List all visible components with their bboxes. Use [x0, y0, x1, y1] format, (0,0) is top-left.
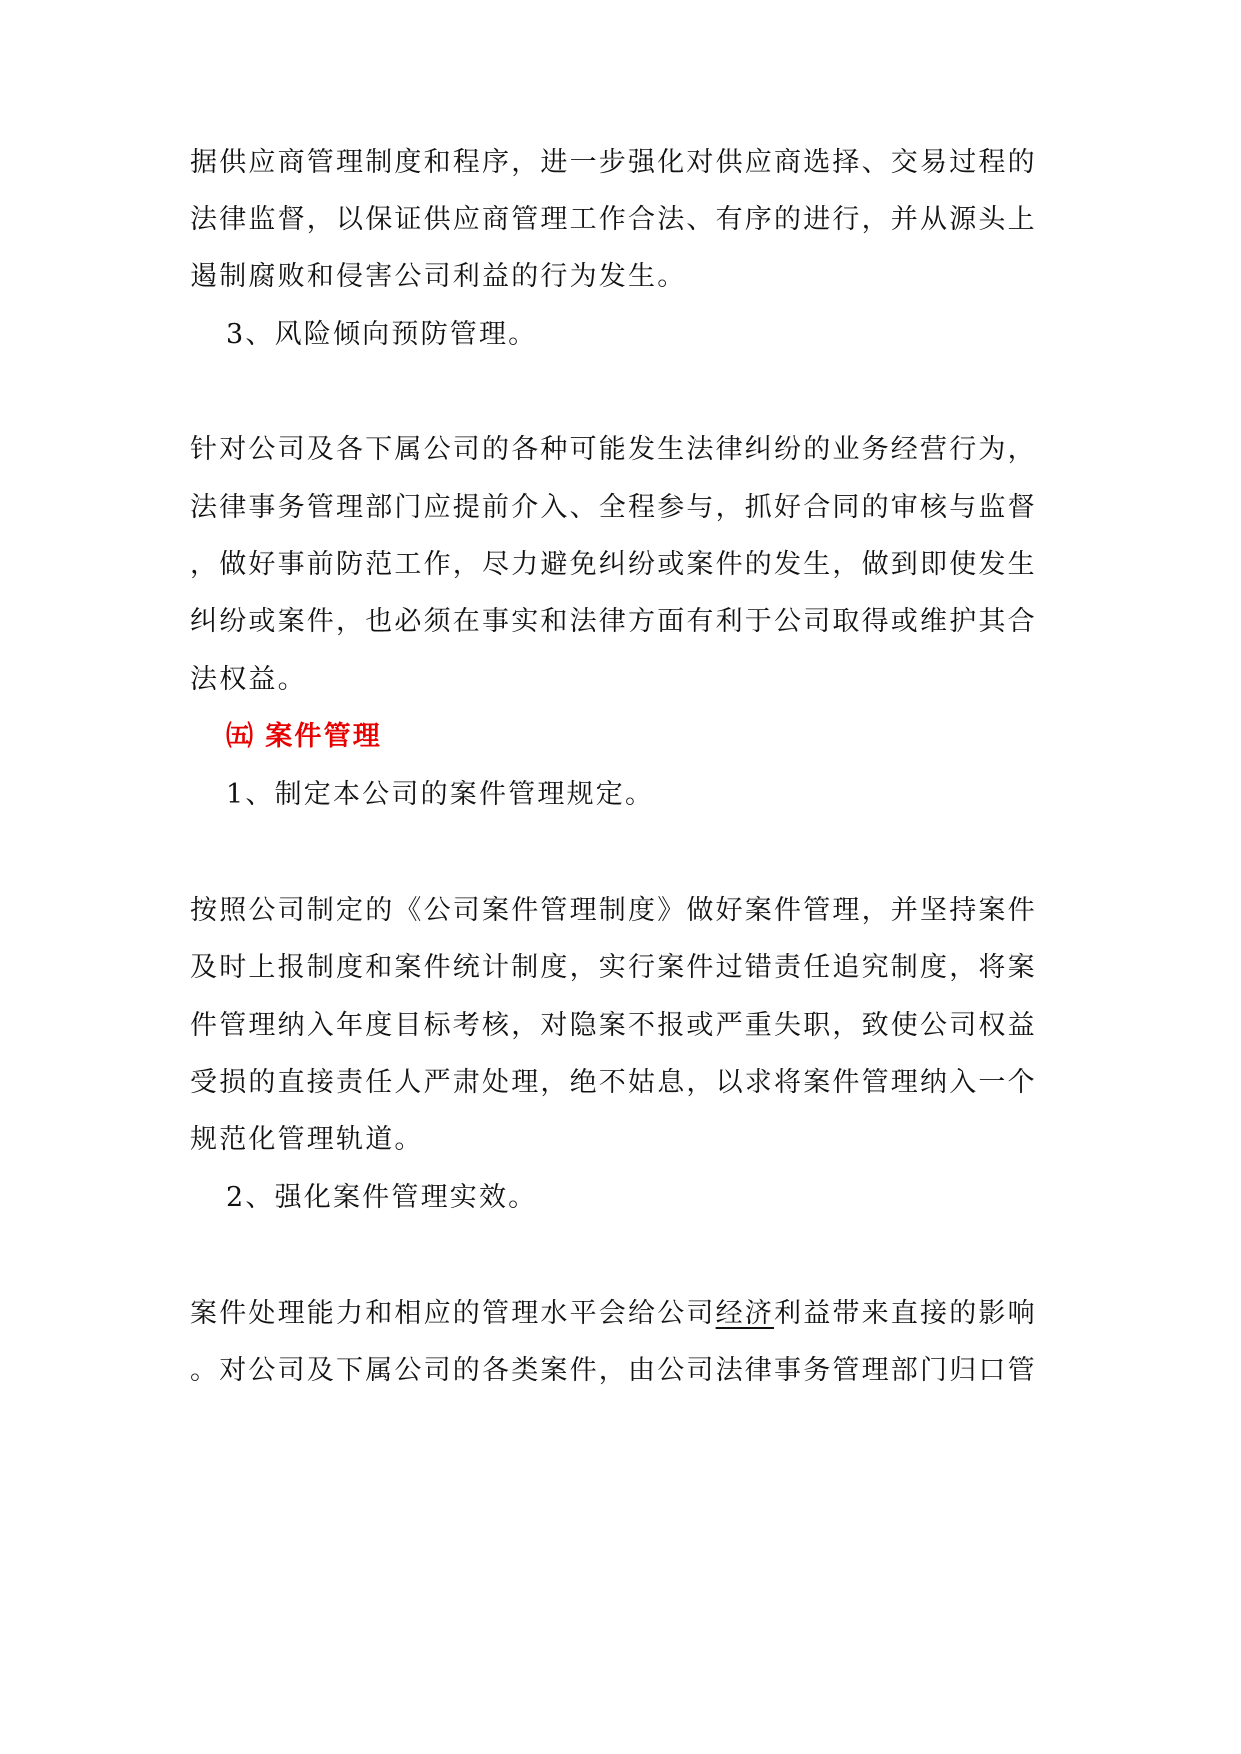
paragraph-line: 规范化管理轨道。: [190, 1124, 424, 1155]
paragraph-line: 纠纷或案件，也必须在事实和法律方面有利于公司取得或维护其合: [190, 606, 1037, 637]
text-segment: 利益带来直接的影响: [774, 1298, 1037, 1329]
paragraph-line: 法权益。: [190, 664, 307, 695]
paragraph-line: 遏制腐败和侵害公司利益的行为发生。: [190, 261, 687, 292]
paragraph-line: 及时上报制度和案件统计制度，实行案件过错责任追究制度，将案: [190, 952, 1037, 983]
paragraph-line: 件管理纳入年度目标考核，对隐案不报或严重失职，致使公司权益: [190, 1010, 1037, 1041]
list-item-1: 1、制定本公司的案件管理规定。: [226, 779, 655, 810]
section-marker: ㈤: [226, 721, 256, 752]
section-heading: [226, 719, 1076, 755]
section-title: 案件管理: [265, 721, 383, 752]
paragraph-line: [190, 1296, 1040, 1332]
paragraph-line: 受损的直接责任人严肃处理，绝不姑息，以求将案件管理纳入一个: [190, 1067, 1037, 1098]
text-segment: 案件处理能力和相应的管理水平会给公司: [190, 1298, 716, 1329]
economy-link[interactable]: 经济: [715, 1298, 775, 1329]
list-item-2: 2、强化案件管理实效。: [226, 1182, 538, 1213]
paragraph-line: 法律监督，以保证供应商管理工作合法、有序的进行，并从源头上: [190, 204, 1037, 235]
paragraph-line: 据供应商管理制度和程序，进一步强化对供应商选择、交易过程的: [190, 147, 1037, 178]
list-item-3: 3、风险倾向预防管理。: [226, 319, 538, 350]
paragraph-line: 法律事务管理部门应提前介入、全程参与，抓好合同的审核与监督: [190, 492, 1037, 523]
paragraph-line: 。对公司及下属公司的各类案件，由公司法律事务管理部门归口管: [190, 1355, 1037, 1386]
paragraph-line: 针对公司及各下属公司的各种可能发生法律纠纷的业务经营行为，: [190, 434, 1037, 465]
paragraph-line: ，做好事前防范工作，尽力避免纠纷或案件的发生，做到即使发生: [190, 549, 1037, 580]
paragraph-line: 按照公司制定的《公司案件管理制度》做好案件管理，并坚持案件: [190, 895, 1037, 926]
